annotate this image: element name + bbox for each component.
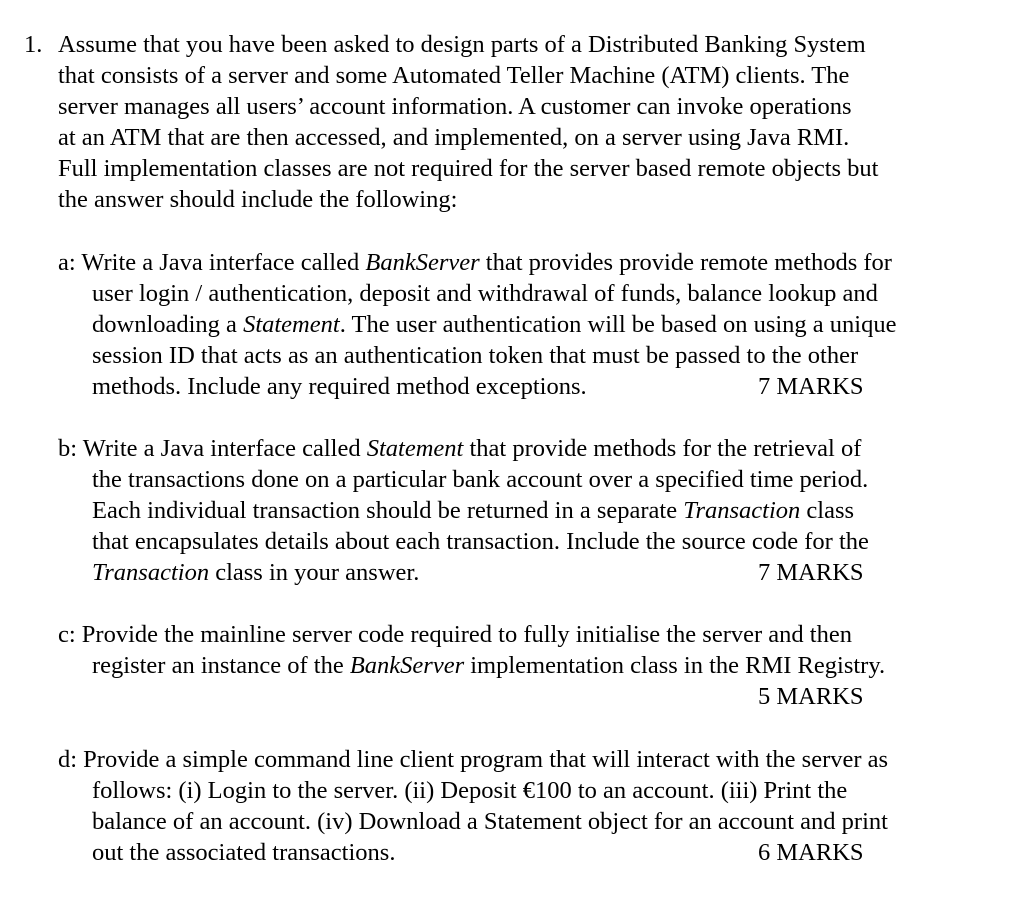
intro-line: at an ATM that are then accessed, and implemented, on a server using Java RMI.	[58, 124, 850, 151]
question-intro	[58, 29, 988, 215]
part-c	[58, 619, 988, 712]
part-b-marks: 7 MARKS	[758, 559, 864, 586]
part-c-line-2	[58, 650, 988, 681]
intro-line: server manages all users’ account information. A customer can invoke operations	[58, 93, 852, 120]
italic-term: BankServer	[365, 249, 480, 276]
text-segment: Each individual transaction should be returned in a separate	[92, 497, 684, 524]
part-d-line-1: d: Provide a simple command line client program that will interact with the server as	[58, 746, 889, 773]
part-a-line-2: user login / authentication, deposit and withdrawal of funds, balance lookup and	[92, 280, 878, 307]
italic-term: Transaction	[683, 497, 801, 524]
part-d-line-3: balance of an account. (iv) Download a Statement object for an account and print	[92, 808, 888, 835]
part-b	[58, 433, 988, 588]
text-segment: methods. Include any required method exceptions.	[92, 373, 587, 400]
italic-term: Statement	[243, 311, 340, 338]
intro-line: that consists of a server and some Automated Teller Machine (ATM) clients. The	[58, 62, 850, 89]
part-b-line-5	[58, 557, 988, 588]
part-c-line-3	[58, 681, 988, 712]
text-segment: b: Write a Java interface called	[58, 435, 367, 462]
part-d-line-4	[58, 837, 988, 868]
part-c-line-1: c: Provide the mainline server code required to fully initialise the server and then	[58, 621, 852, 648]
italic-term: Transaction	[92, 559, 210, 586]
text-segment: class	[800, 497, 855, 524]
text-segment: downloading a	[92, 311, 244, 338]
part-c-marks: 5 MARKS	[758, 683, 864, 710]
text-segment: register an instance of the	[92, 652, 350, 679]
text-segment: implementation class in the RMI Registry.	[464, 652, 886, 679]
question-number: 1.	[24, 31, 43, 58]
text-segment: that provides provide remote methods for	[479, 249, 892, 276]
part-a-line-4: session ID that acts as an authentication token that must be passed to the other	[92, 342, 859, 369]
italic-term: Statement	[366, 435, 464, 462]
part-a-line-5	[58, 371, 988, 402]
text-segment: . The user authentication will be based on using a unique	[339, 311, 897, 338]
part-b-line-4: that encapsulates details about each transaction. Include the source code for the	[92, 528, 869, 555]
part-d-line-2: follows: (i) Login to the server. (ii) Deposit €100 to an account. (iii) Print the	[92, 777, 848, 804]
part-b-line-1	[58, 433, 988, 464]
text-segment: out the associated transactions.	[92, 839, 396, 866]
part-a	[58, 247, 988, 402]
part-a-marks: 7 MARKS	[758, 373, 864, 400]
intro-line: Full implementation classes are not required for the server based remote objects but	[58, 155, 879, 182]
part-b-line-3	[58, 495, 988, 526]
text-segment: class in your answer.	[209, 559, 420, 586]
intro-line: Assume that you have been asked to design parts of a Distributed Banking System	[58, 31, 866, 58]
intro-line: the answer should include the following:	[58, 186, 458, 213]
text-segment: a: Write a Java interface called	[58, 249, 366, 276]
italic-term: BankServer	[349, 652, 465, 679]
part-a-line-3	[58, 309, 988, 340]
part-d	[58, 744, 988, 868]
part-b-line-2: the transactions done on a particular bank account over a specified time period.	[92, 466, 869, 493]
part-a-line-1	[58, 247, 988, 278]
part-d-marks: 6 MARKS	[758, 839, 864, 866]
text-segment: that provide methods for the retrieval of	[463, 435, 862, 462]
